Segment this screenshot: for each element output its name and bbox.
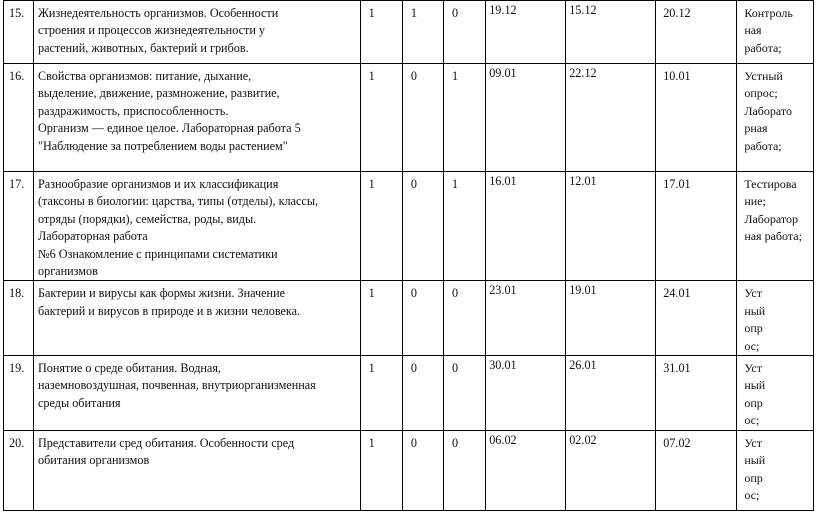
hours-total: 1 (360, 356, 402, 431)
date-actual: 19.01 (566, 281, 656, 356)
hours-theory: 0 (402, 356, 443, 431)
table-body (4, 1, 814, 511)
lesson-topic: Свойства организмов: питание, дыхание, выделение, движение, размножение, развитие, раздражимость, приспособленность. Организм — единое целое. Лабораторная работа 5 "Наблюдение за потреблением воды растением" (34, 64, 361, 172)
hours-total: 1 (360, 1, 402, 64)
table-row (4, 1, 814, 64)
control-form: Контроль ная работа; (737, 1, 814, 64)
hours-practice: 0 (443, 281, 485, 356)
date-alt: 17.01 (656, 172, 737, 281)
date-alt: 20.12 (656, 1, 737, 64)
control-form: Уст ный опр ос; (737, 356, 814, 431)
control-form: Устный опрос; Лаборато рная работа; (737, 64, 814, 172)
hours-theory: 1 (402, 1, 443, 64)
table-row (4, 356, 814, 431)
lesson-topic: Понятие о среде обитания. Водная, наземновоздушная, почвенная, внутриорганизменная среды обитания (34, 356, 361, 431)
control-form: Тестирова ние; Лаборатор ная работа; (737, 172, 814, 281)
lesson-number: 19. (4, 356, 34, 431)
date-alt: 07.02 (656, 430, 737, 510)
control-form: Уст ный опр ос; (737, 281, 814, 356)
date-planned: 06.02 (486, 430, 566, 510)
hours-practice: 1 (443, 172, 485, 281)
lesson-topic: Жизнедеятельность организмов. Особенности строения и процессов жизнедеятельности у растений, животных, бактерий и грибов. (34, 1, 361, 64)
hours-total: 1 (360, 172, 402, 281)
date-actual: 02.02 (566, 430, 656, 510)
hours-total: 1 (360, 430, 402, 510)
hours-practice: 1 (443, 64, 485, 172)
lesson-number: 15. (4, 1, 34, 64)
lesson-number: 17. (4, 172, 34, 281)
hours-theory: 0 (402, 64, 443, 172)
date-alt: 24.01 (656, 281, 737, 356)
hours-practice: 0 (443, 430, 485, 510)
control-form: Уст ный опр ос; (737, 430, 814, 510)
table-row (4, 172, 814, 281)
lesson-plan-table (3, 0, 814, 511)
date-alt: 31.01 (656, 356, 737, 431)
date-planned: 16.01 (486, 172, 566, 281)
lesson-number: 18. (4, 281, 34, 356)
date-actual: 15.12 (566, 1, 656, 64)
date-planned: 23.01 (486, 281, 566, 356)
hours-theory: 0 (402, 281, 443, 356)
date-planned: 30.01 (486, 356, 566, 431)
hours-total: 1 (360, 281, 402, 356)
lesson-number: 16. (4, 64, 34, 172)
hours-practice: 0 (443, 1, 485, 64)
date-actual: 26.01 (566, 356, 656, 431)
table-row (4, 430, 814, 510)
hours-theory: 0 (402, 172, 443, 281)
date-alt: 10.01 (656, 64, 737, 172)
date-actual: 12.01 (566, 172, 656, 281)
table-row (4, 64, 814, 172)
date-actual: 22.12 (566, 64, 656, 172)
lesson-topic: Представители сред обитания. Особенности сред обитания организмов (34, 430, 361, 510)
lesson-number: 20. (4, 430, 34, 510)
lesson-topic: Бактерии и вирусы как формы жизни. Значение бактерий и вирусов в природе и в жизни человека. (34, 281, 361, 356)
hours-practice: 0 (443, 356, 485, 431)
hours-total: 1 (360, 64, 402, 172)
date-planned: 09.01 (486, 64, 566, 172)
lesson-topic: Разнообразие организмов и их классификация (таксоны в биологии: царства, типы (отделы), классы, отряды (порядки), семейства, роды, виды. Лабораторная работа №6 Ознакомление с принципами систематики организмов (34, 172, 361, 281)
table-row (4, 281, 814, 356)
date-planned: 19.12 (486, 1, 566, 64)
hours-theory: 0 (402, 430, 443, 510)
